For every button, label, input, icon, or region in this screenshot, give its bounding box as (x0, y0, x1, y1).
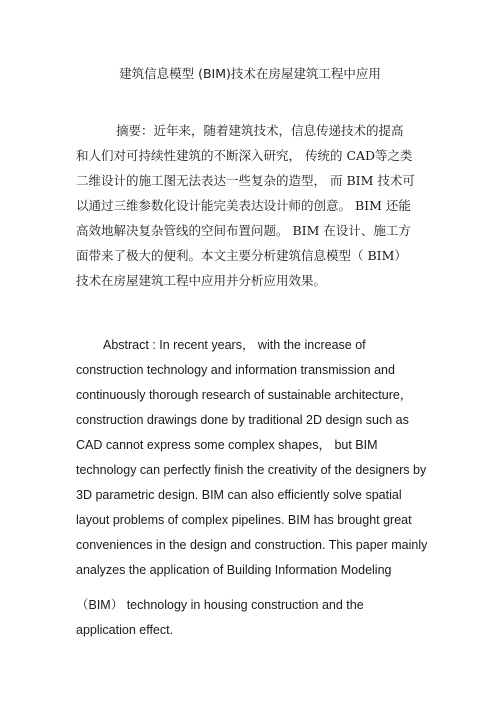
chinese-abstract-line: 和人们对可持续性建筑的不断深入研究， 传统的 CAD等之类 (76, 148, 413, 163)
english-abstract-line: （BIM） technology in housing construction and the (76, 598, 364, 612)
english-abstract-line: continuously thorough research of sustainable architecture， (76, 388, 413, 402)
english-abstract-line: construction technology and information transmission and (76, 363, 395, 377)
english-abstract-line: application effect. (76, 623, 174, 637)
chinese-abstract-line: 摘要：近年来，随着建筑技术，信息传递技术的提高 (116, 123, 404, 138)
chinese-abstract-line: 高效地解决复杂管线的空间布置问题。 BIM 在设计、施工方 (76, 223, 411, 238)
english-abstract-line: conveniences in the design and construction. This paper mainly (76, 538, 428, 552)
chinese-abstract-line: 面带来了极大的便利。本文主要分析建筑信息模型（ BIM） (76, 248, 407, 263)
english-abstract-line: layout problems of complex pipelines. BIM has brought great (76, 513, 412, 527)
english-abstract-line: CAD cannot express some complex shapes， but BIM (76, 438, 378, 452)
chinese-abstract-line: 二维设计的施工图无法表达一些复杂的造型， 而 BIM 技术可 (76, 173, 415, 188)
chinese-abstract-line: 技术在房屋建筑工程中应用并分析应用效果。 (76, 273, 327, 288)
chinese-abstract (76, 118, 436, 293)
english-abstract-line: 3D parametric design. BIM can also efficiently solve spatial (76, 488, 402, 502)
chinese-abstract-line: 以通过三维参数化设计能完美表达设计师的创意。 BIM 还能 (76, 198, 411, 213)
english-abstract (76, 333, 436, 643)
document-title: 建筑信息模型 (BIM)技术在房屋建筑工程中应用 (119, 66, 381, 81)
english-abstract-line: construction drawings done by traditional 2D design such as (76, 413, 409, 427)
english-abstract-line: analyzes the application of Building Information Modeling (76, 563, 392, 577)
english-abstract-line: Abstract : In recent years， with the increase of (103, 338, 366, 352)
english-abstract-line: technology can perfectly finish the creativity of the designers by (76, 463, 427, 477)
